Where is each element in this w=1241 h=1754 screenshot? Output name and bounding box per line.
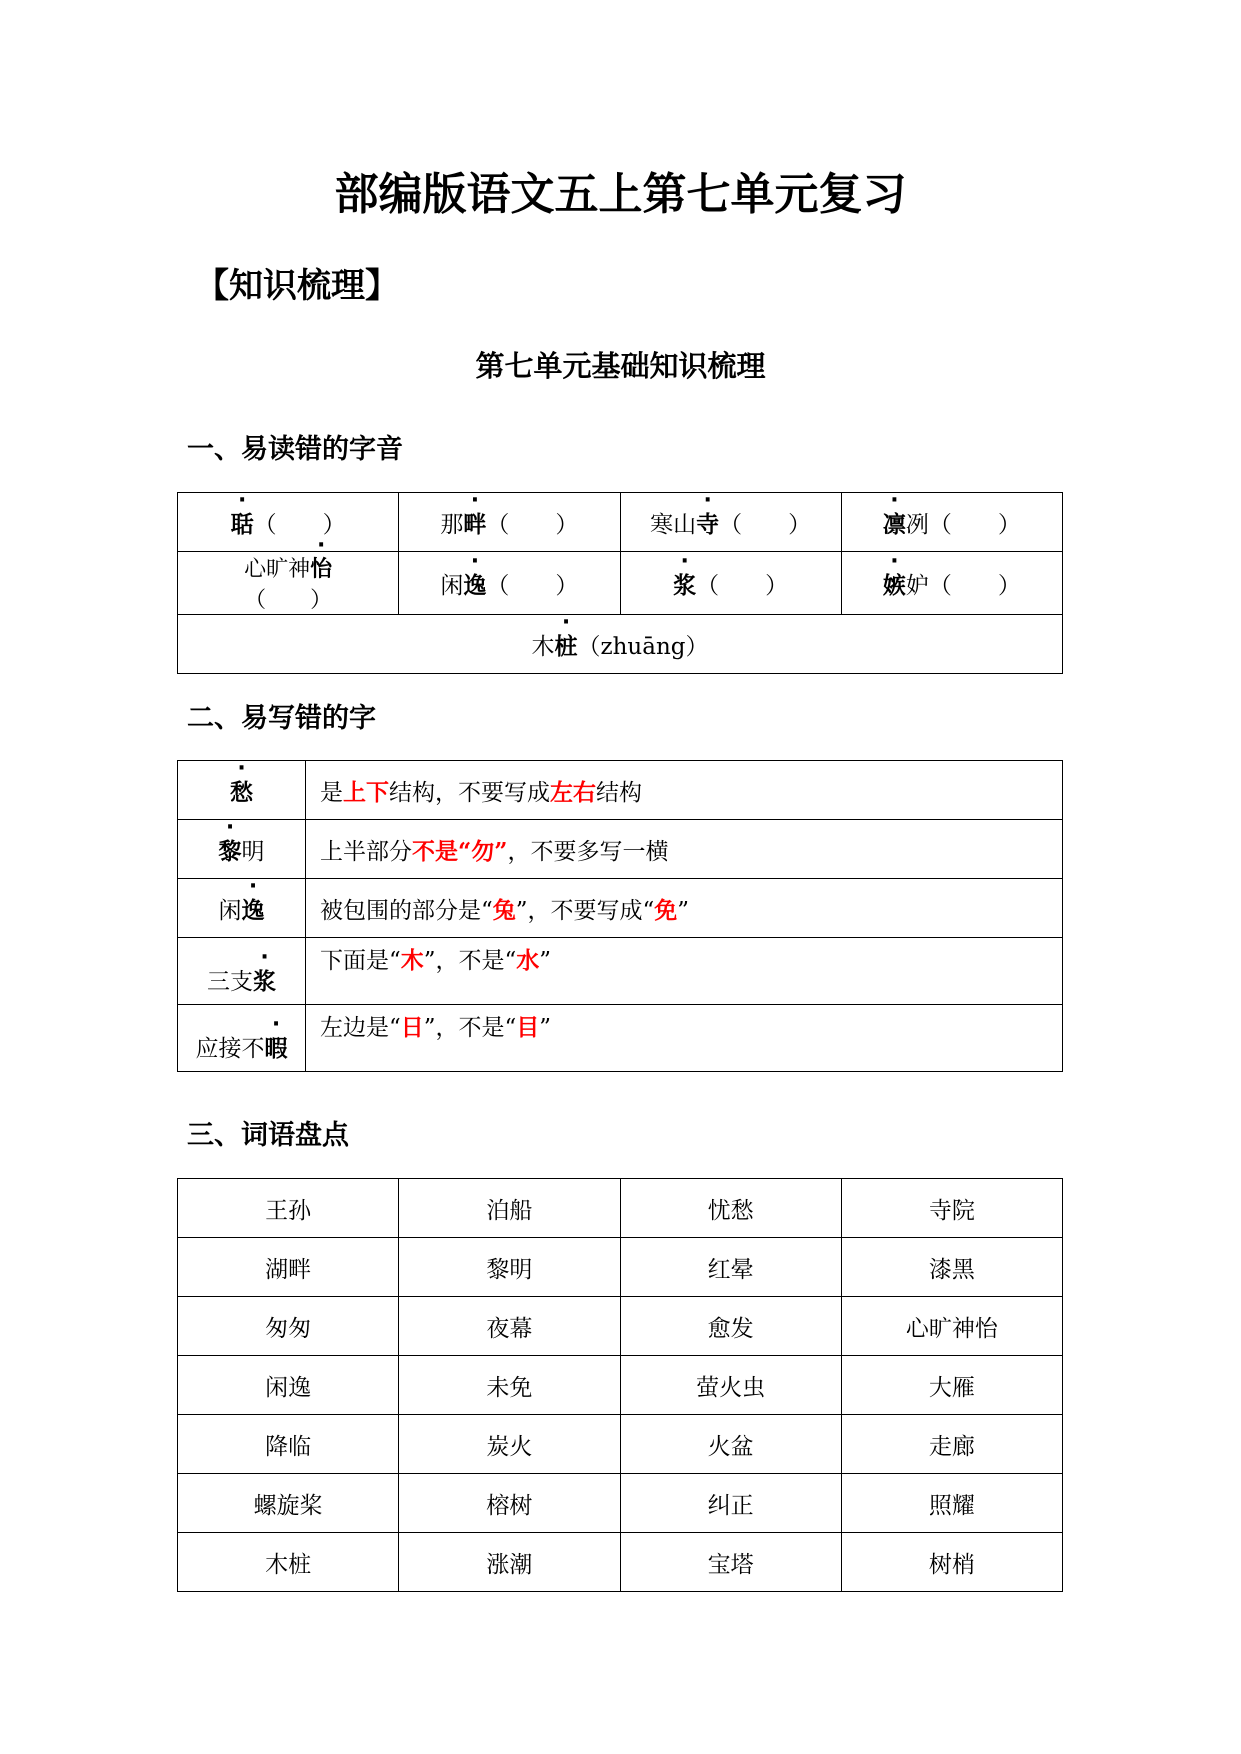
- writing-table: [177, 760, 1063, 1072]
- table-cell: 嫉妒（ ）: [841, 552, 1062, 615]
- table-cell: 火盆: [620, 1415, 841, 1474]
- word-cell: 应接不暇: [178, 1005, 306, 1072]
- table-cell: 涨潮: [399, 1533, 620, 1592]
- table-cell: 心旷神怡: [841, 1297, 1062, 1356]
- table-cell: 泊船: [399, 1179, 620, 1238]
- table-row: [178, 615, 1063, 674]
- word-cell: 黎明: [178, 820, 306, 879]
- table-row: [178, 1179, 1063, 1238]
- table-row: [178, 1238, 1063, 1297]
- table-cell: 红晕: [620, 1238, 841, 1297]
- table-cell: 寺院: [841, 1179, 1062, 1238]
- pronunciation-table: [177, 492, 1063, 674]
- table-row: [178, 1356, 1063, 1415]
- table-cell: 炭火: [399, 1415, 620, 1474]
- table-cell: 心旷神怡 （ ）: [178, 552, 399, 615]
- table-cell: 降临: [178, 1415, 399, 1474]
- note-cell: 下面是“木”，不是“水”: [306, 938, 1063, 1005]
- section-heading: 【知识梳理】: [195, 266, 399, 306]
- table-row: [178, 1297, 1063, 1356]
- table-cell: 萤火虫: [620, 1356, 841, 1415]
- table-row: [178, 493, 1063, 552]
- table-cell: 王孙: [178, 1179, 399, 1238]
- table-cell: 走廊: [841, 1415, 1062, 1474]
- table-cell: 漆黑: [841, 1238, 1062, 1297]
- table-cell: 照耀: [841, 1474, 1062, 1533]
- note-cell: 上半部分不是“勿”，不要多写一横: [306, 820, 1063, 879]
- table-row: [178, 761, 1063, 820]
- table-cell: 闲逸（ ）: [399, 552, 620, 615]
- table-cell: 树梢: [841, 1533, 1062, 1592]
- table-cell: 湖畔: [178, 1238, 399, 1297]
- table-row: [178, 879, 1063, 938]
- table-cell: 愈发: [620, 1297, 841, 1356]
- sub-title: 第七单元基础知识梳理: [475, 349, 766, 383]
- table-cell: 木桩（zhuāng）: [178, 615, 1063, 674]
- table-row: [178, 1533, 1063, 1592]
- table-cell: 大雁: [841, 1356, 1062, 1415]
- table-row: [178, 1474, 1063, 1533]
- table-cell: 夜幕: [399, 1297, 620, 1356]
- page-title: 部编版语文五上第七单元复习: [334, 169, 907, 220]
- vocabulary-table: [177, 1178, 1063, 1592]
- table-cell: 浆（ ）: [620, 552, 841, 615]
- note-cell: 是上下结构，不要写成左右结构: [306, 761, 1063, 820]
- table-cell: 木桩: [178, 1533, 399, 1592]
- table-row: [178, 1005, 1063, 1072]
- table-cell: 匆匆: [178, 1297, 399, 1356]
- sec2-heading: 二、易写错的字: [187, 703, 376, 734]
- note-cell: 左边是“日”，不是“目”: [306, 1005, 1063, 1072]
- table-cell: 那畔（ ）: [399, 493, 620, 552]
- table-cell: 榕树: [399, 1474, 620, 1533]
- word-cell: 三支浆: [178, 938, 306, 1005]
- table-cell: 忧愁: [620, 1179, 841, 1238]
- word-cell: 愁: [178, 761, 306, 820]
- sec1-heading: 一、易读错的字音: [187, 434, 403, 465]
- table-cell: 聒（ ）: [178, 493, 399, 552]
- table-cell: 纠正: [620, 1474, 841, 1533]
- table-cell: 黎明: [399, 1238, 620, 1297]
- table-cell: 螺旋桨: [178, 1474, 399, 1533]
- table-row: [178, 1415, 1063, 1474]
- table-cell: 闲逸: [178, 1356, 399, 1415]
- table-row: [178, 552, 1063, 615]
- table-cell: 凛冽（ ）: [841, 493, 1062, 552]
- table-row: [178, 820, 1063, 879]
- note-cell: 被包围的部分是“兔”，不要写成“免”: [306, 879, 1063, 938]
- sec3-heading: 三、词语盘点: [187, 1120, 349, 1151]
- table-row: [178, 938, 1063, 1005]
- word-cell: 闲逸: [178, 879, 306, 938]
- table-cell: 寒山寺（ ）: [620, 493, 841, 552]
- table-cell: 宝塔: [620, 1533, 841, 1592]
- table-cell: 未免: [399, 1356, 620, 1415]
